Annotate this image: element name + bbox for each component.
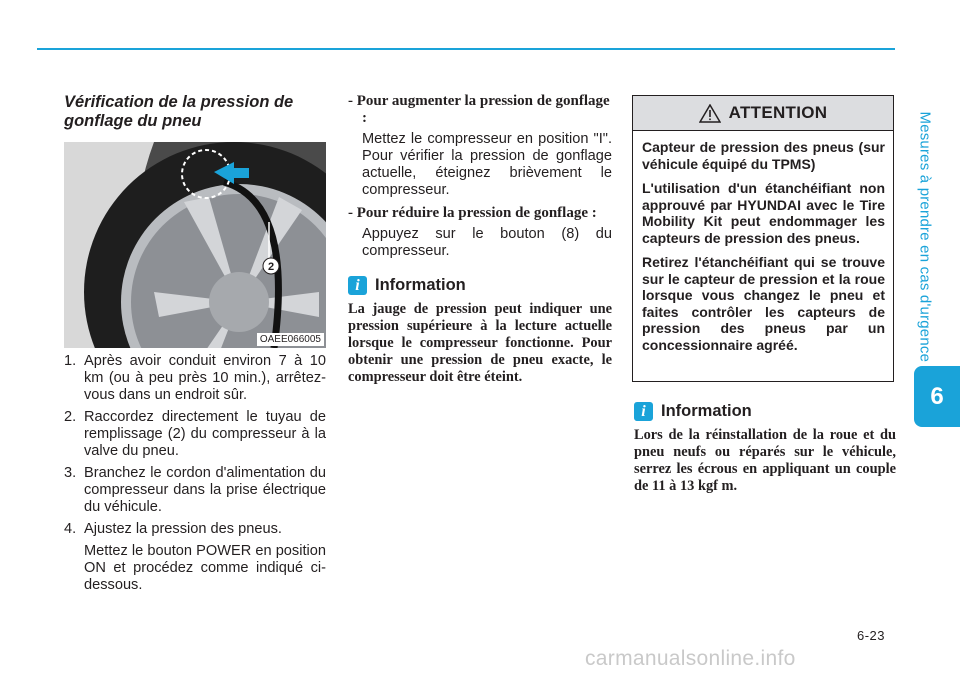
warning-icon [699, 104, 721, 123]
attention-paragraph: Retirez l'étanchéifiant qui se trouve sur le capteur de pression et la roue lorsque vous changez le pneu et faites contrôler les capteurs de pression des pneus par un concessionnaire agréé. [642, 254, 885, 353]
step-item: 4. Ajustez la pression des pneus. [64, 521, 282, 537]
info-title: Information [661, 402, 752, 420]
increase-title: - Pour augmenter la pression de gonflage : [348, 93, 610, 126]
info-text: La jauge de pression peut indiquer une pression supérieure à la lecture actuelle lorsque le compresseur fonctionne. Pour obtenir une pression de pneu exacte, le compresseur doit être éteint. [348, 301, 612, 385]
section-heading: Vérification de la pression de gonflage du pneu [64, 93, 294, 130]
reduce-title: - Pour réduire la pression de gonflage : [348, 205, 597, 221]
step-item: 2. Raccordez directement le tuyau de remplissage (2) du compresseur à la valve du pneu. [64, 409, 326, 459]
step-item: 1. Après avoir conduit environ 7 à 10 km (ou à peu près 10 min.), arrêtez-vous dans un endroit sûr. [64, 353, 326, 403]
attention-title: ATTENTION [728, 103, 828, 122]
section-side-label [910, 111, 940, 368]
page-number: 6-23 [857, 628, 886, 643]
right-info [634, 392, 896, 495]
increase-text: Mettez le compresseur en position "I". Pour vérifier la pression de gonflage actuelle, éteignez brièvement le compresseur. [362, 131, 612, 198]
tire-compressor-photo [64, 142, 326, 348]
info-icon: i [348, 276, 367, 295]
section-label-text: Mesures à prendre en cas d'urgence [916, 111, 934, 363]
procedure-steps [64, 353, 326, 594]
info-text: Lors de la réinstallation de la roue et du pneu neufs ou réparés sur le véhicule, serrez les écrous en appliquant un couple de 11 à 13 kgf m. [634, 427, 896, 494]
watermark: carmanualsonline.info [585, 647, 796, 670]
header-rule [37, 48, 895, 50]
chapter-tab[interactable]: 6 [914, 366, 960, 427]
info-heading [634, 402, 896, 421]
info-heading [348, 276, 612, 295]
reduce-text: Appuyez sur le bouton (8) du compresseur. [362, 226, 612, 259]
info-icon: i [634, 402, 653, 421]
step-item: 3. Branchez le cordon d'alimentation du compresseur dans la prise électrique du véhicule. [64, 465, 326, 515]
wheel-illustration [64, 142, 326, 348]
callout-number: 2 [267, 261, 275, 273]
attention-box [632, 95, 894, 382]
attention-body [633, 131, 893, 353]
attention-paragraph: L'utilisation d'un étanchéifiant non approuvé par HYUNDAI avec le Tire Mobility Kit peut endommager les capteurs de pression des pneus. [642, 180, 885, 246]
middle-column [348, 93, 612, 386]
image-caption: OAEE066005 [257, 333, 324, 346]
step-sub-paragraph: Mettez le bouton POWER en position ON et procédez comme indiqué ci-dessous. [84, 543, 326, 593]
attention-header [633, 96, 893, 131]
attention-paragraph: Capteur de pression des pneus (sur véhicule équipé du TPMS) [642, 139, 885, 172]
info-title: Information [375, 276, 466, 294]
